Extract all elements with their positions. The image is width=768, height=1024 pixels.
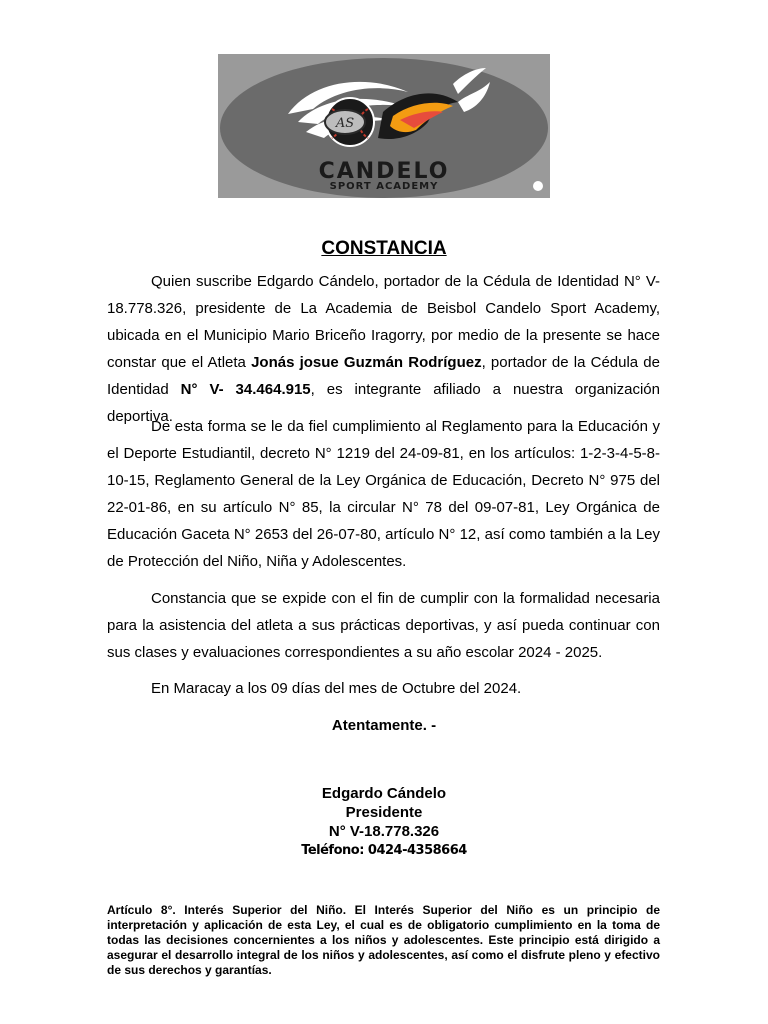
document-title: CONSTANCIA: [321, 238, 447, 259]
athlete-id: N° V- 34.464.915: [180, 381, 311, 398]
paragraph-date: En Maracay a los 09 días del mes de Octubre del 2024.: [151, 680, 522, 697]
paragraph-intro-text-b: , portador de la Cédula de Identidad: [107, 354, 660, 398]
closing: Atentamente. -: [331, 717, 437, 734]
athlete-name: Jonás josue Guzmán Rodríguez: [251, 354, 482, 371]
logo-brand-sub: SPORT ACADEMY: [329, 181, 439, 192]
logo-badge-text: AS: [335, 116, 355, 131]
academy-logo: [218, 54, 550, 198]
legal-article-footnote: Artículo 8°. Interés Superior del Niño. El Interés Superior del Niño es un principio de interpretación y aplicación de esta Ley, el cual es de obligatorio cumplimiento en la toma de todas las decisiones concernientes a los niños y adolescentes. Este principio está dirigido a asegurar el desarrollo integral de los niños y adolescentes, así como el disfrute pleno y efectivo de sus derechos y garantías.: [107, 903, 660, 977]
paragraph-legal: De esta forma se le da fiel cumplimiento al Reglamento para la Educación y el Deporte Estudiantil, decreto N° 1219 del 24-09-81, en los artículos: 1-2-3-4-5-8-10-15, Reglamento General de la Ley Orgánica de Educación, Decreto N° 975 del 22-01-86, en su artículo N° 85, la circular N° 78 del 09-07-81, Ley Orgánica de Educación Gaceta N° 2653 del 26-07-80, artículo N° 12, así como también a la Ley de Protección del Niño, Niña y Adolescentes.: [107, 418, 660, 570]
paragraph-intro-text-c: , es integrante afiliado a nuestra organización deportiva.: [107, 381, 660, 425]
signer-name: Edgardo Cándelo: [321, 785, 447, 802]
signature-block: [0, 784, 768, 860]
paragraph-purpose: Constancia que se expide con el fin de cumplir con la formalidad necesaria para la asistencia del atleta a sus prácticas deportivas, y así pueda continuar con sus clases y evaluaciones correspondientes a su año escolar 2024 - 2025.: [107, 590, 660, 661]
paragraph-intro-text-a: Quien suscribe Edgardo Cándelo, portador de la Cédula de Identidad N° V-18.778.326, presidente de La Academia de Beisbol Candelo Sport Academy, ubicada en el Municipio Mario Briceño Iragorry, por medio de la presente se hace constar que el Atleta: [107, 273, 660, 371]
signer-role: Presidente: [345, 804, 423, 821]
paragraph-intro: [107, 268, 660, 430]
logo-brand-name: CANDELO: [318, 159, 450, 184]
signer-id: N° V-18.778.326: [328, 823, 440, 840]
signer-phone: Teléfono: 0424-4358664: [301, 843, 467, 858]
